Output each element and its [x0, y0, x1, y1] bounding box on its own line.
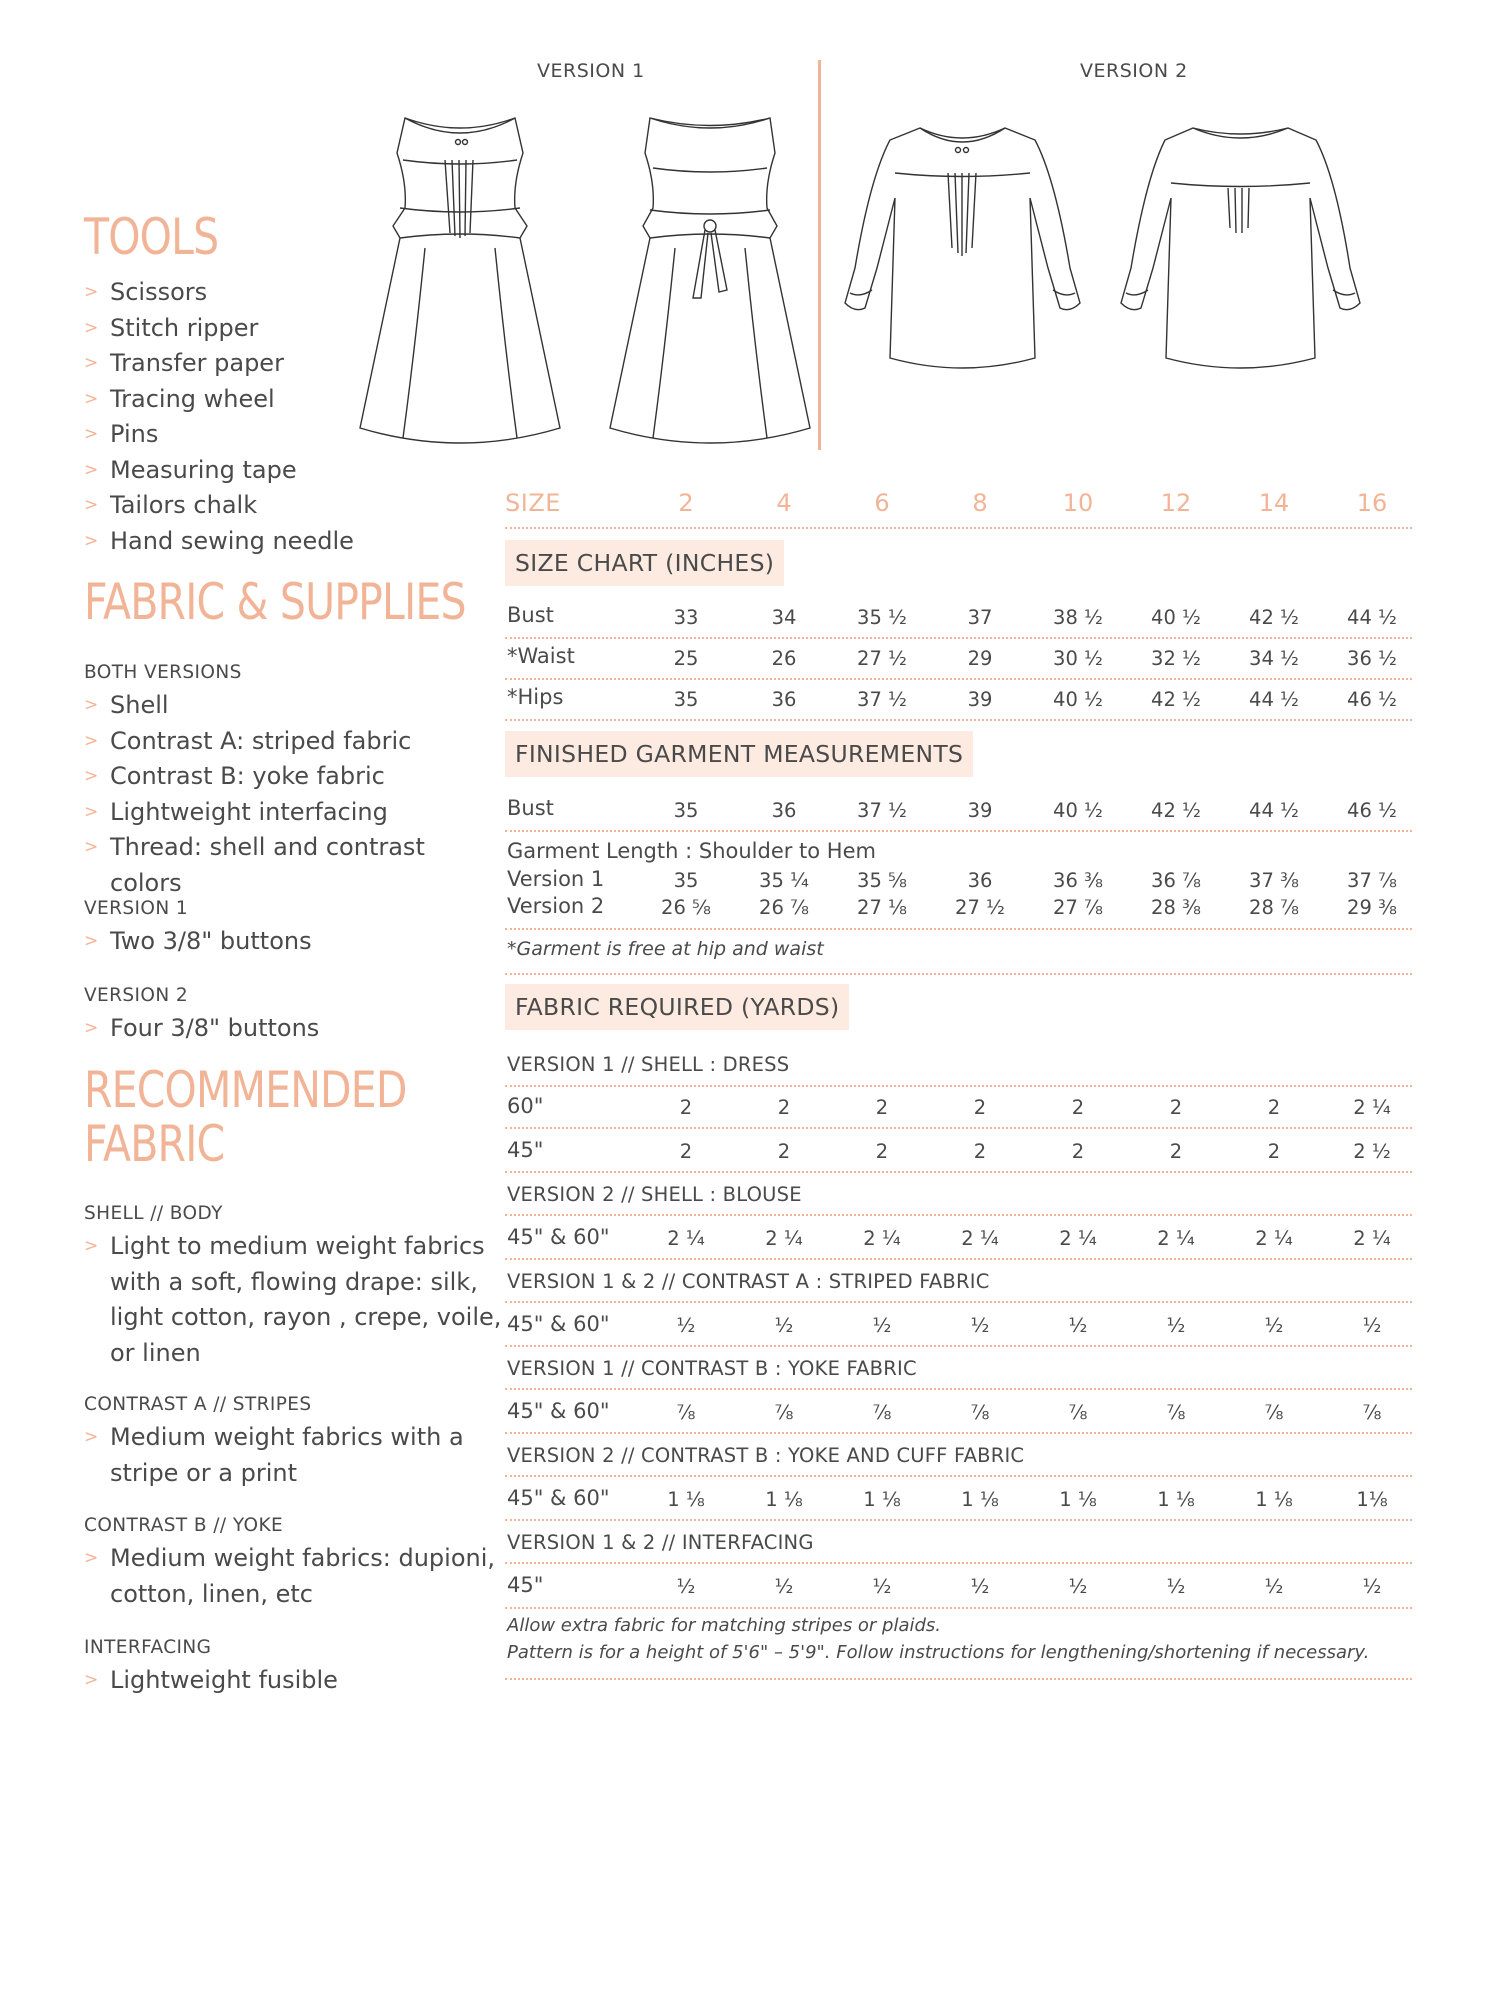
divider — [505, 928, 1412, 930]
row-label: 45" & 60" — [507, 1312, 610, 1336]
both-versions-list — [84, 688, 504, 901]
table-cell: ½ — [676, 1575, 696, 1598]
table-cell: 27 ½ — [857, 647, 907, 670]
list-item: > Hand sewing needle — [84, 524, 484, 560]
divider — [505, 1171, 1412, 1173]
fabric-group-label: VERSION 1 // CONTRAST B : YOKE FABRIC — [507, 1357, 917, 1380]
table-cell: 26 ⅞ — [759, 896, 809, 919]
table-cell: 1⅛ — [1356, 1488, 1388, 1511]
table-cell: ½ — [1362, 1575, 1382, 1598]
version-1-supplies-list — [84, 924, 484, 960]
table-cell: 2 — [875, 1096, 889, 1119]
list-item: light cotton, rayon , crepe, voile, — [110, 1303, 502, 1331]
table-cell: 1 ⅛ — [961, 1488, 999, 1511]
version-1-supplies-label: VERSION 1 — [84, 898, 189, 919]
table-cell: 1 ⅛ — [863, 1488, 901, 1511]
size-column-header: 12 — [1160, 489, 1192, 517]
fabric-group-label: VERSION 1 & 2 // CONTRAST A : STRIPED FABRIC — [507, 1270, 990, 1293]
divider — [505, 1214, 1412, 1216]
chevron-right-icon: > — [84, 282, 99, 302]
row-label: Bust — [507, 796, 554, 820]
finished-garment-heading: FINISHED GARMENT MEASUREMENTS — [505, 731, 973, 777]
shell-body-label: SHELL // BODY — [84, 1203, 223, 1224]
table-cell: 35 ¼ — [759, 869, 809, 892]
table-cell: 46 ½ — [1347, 688, 1397, 711]
list-item: with a soft, flowing drape: silk, — [110, 1267, 478, 1296]
table-cell: 33 — [673, 606, 699, 629]
divider — [505, 719, 1412, 721]
divider — [505, 1607, 1412, 1609]
chevron-right-icon: > — [84, 931, 99, 951]
table-cell: 36 ½ — [1347, 647, 1397, 670]
garment-note: *Garment is free at hip and waist — [507, 938, 824, 960]
table-cell: 2 ¼ — [1059, 1227, 1097, 1250]
table-cell: 26 ⅝ — [661, 896, 711, 919]
list-item: > Measuring tape — [84, 453, 484, 489]
row-label: Bust — [507, 603, 554, 627]
table-cell: 2 ¼ — [1157, 1227, 1195, 1250]
table-cell: 32 ½ — [1151, 647, 1201, 670]
fabric-group-label: VERSION 2 // CONTRAST B : YOKE AND CUFF FABRIC — [507, 1444, 1025, 1467]
table-cell: ½ — [1264, 1575, 1284, 1598]
table-cell: 2 ¼ — [863, 1227, 901, 1250]
table-cell: 1 ⅛ — [667, 1488, 705, 1511]
table-cell: 44 ½ — [1249, 799, 1299, 822]
table-cell: 2 — [973, 1096, 987, 1119]
table-cell: 2 ¼ — [1353, 1227, 1391, 1250]
table-cell: ½ — [676, 1314, 696, 1337]
divider — [505, 973, 1412, 975]
list-item: > Contrast B: yoke fabric — [84, 759, 504, 795]
row-label: Version 2 — [507, 894, 605, 918]
table-cell: ⅞ — [774, 1401, 794, 1424]
table-cell: 29 — [967, 647, 993, 670]
table-cell: ½ — [872, 1575, 892, 1598]
row-label: 45" & 60" — [507, 1225, 610, 1249]
chevron-right-icon: > — [84, 495, 99, 515]
chevron-right-icon: > — [84, 1018, 99, 1038]
table-cell: ½ — [970, 1575, 990, 1598]
table-cell: 27 ½ — [955, 896, 1005, 919]
table-cell: 1 ⅛ — [1157, 1488, 1195, 1511]
list-item: or linen — [110, 1338, 201, 1367]
size-column-header: 4 — [776, 489, 792, 517]
table-cell: ½ — [774, 1314, 794, 1337]
size-column-header: 8 — [972, 489, 988, 517]
table-cell: 2 ¼ — [1255, 1227, 1293, 1250]
table-cell: 35 ½ — [857, 606, 907, 629]
list-item: > Medium weight fabrics with a — [84, 1420, 504, 1456]
list-item: > Lightweight interfacing — [84, 795, 504, 831]
chevron-right-icon: > — [84, 801, 99, 822]
table-cell: ½ — [774, 1575, 794, 1598]
chevron-right-icon: > — [84, 1670, 99, 1690]
chevron-right-icon: > — [84, 424, 99, 444]
tools-list — [84, 275, 484, 559]
size-column-header: 16 — [1356, 489, 1388, 517]
interfacing-label: INTERFACING — [84, 1637, 212, 1658]
divider — [505, 1562, 1412, 1564]
list-item: > Tracing wheel — [84, 382, 484, 418]
table-cell: 2 — [1071, 1140, 1085, 1163]
version-divider — [818, 60, 821, 450]
list-item: > Contrast A: striped fabric — [84, 724, 504, 760]
table-cell: 26 — [771, 647, 797, 670]
divider — [505, 637, 1412, 639]
divider — [505, 1301, 1412, 1303]
divider — [505, 1388, 1412, 1390]
table-cell: 37 ½ — [857, 688, 907, 711]
table-cell: 2 — [1169, 1140, 1183, 1163]
table-cell: ⅞ — [1068, 1401, 1088, 1424]
list-item: > Pins — [84, 417, 484, 453]
row-label: 45" & 60" — [507, 1486, 610, 1510]
divider — [505, 527, 1412, 529]
row-label: *Hips — [507, 685, 564, 709]
chevron-right-icon: > — [84, 695, 99, 715]
table-cell: ½ — [1362, 1314, 1382, 1337]
size-header-label: SIZE — [505, 489, 561, 517]
row-label: 45" — [507, 1573, 544, 1597]
table-cell: 39 — [967, 799, 993, 822]
table-cell: 39 — [967, 688, 993, 711]
table-cell: 2 — [777, 1140, 791, 1163]
table-cell: ½ — [1068, 1575, 1088, 1598]
chevron-right-icon: > — [84, 1236, 99, 1256]
list-item: > Medium weight fabrics: dupioni, — [84, 1541, 504, 1577]
table-cell: 40 ½ — [1053, 799, 1103, 822]
table-cell: 1 ⅛ — [1255, 1488, 1293, 1511]
table-cell: ⅞ — [872, 1401, 892, 1424]
size-column-header: 6 — [874, 489, 890, 517]
row-label: 45" — [507, 1138, 544, 1162]
table-cell: 42 ½ — [1249, 606, 1299, 629]
version-2-supplies-label: VERSION 2 — [84, 985, 189, 1006]
contrast-a-label: CONTRAST A // STRIPES — [84, 1394, 312, 1415]
table-cell: 2 — [777, 1096, 791, 1119]
version-2-label: VERSION 2 — [1080, 60, 1188, 82]
both-versions-label: BOTH VERSIONS — [84, 662, 242, 683]
version-1-label: VERSION 1 — [537, 60, 645, 82]
table-cell: 27 ⅛ — [857, 896, 907, 919]
table-cell: 37 ⅜ — [1249, 869, 1299, 892]
table-cell: 2 — [1169, 1096, 1183, 1119]
chevron-right-icon: > — [84, 388, 99, 409]
table-cell: 40 ½ — [1151, 606, 1201, 629]
table-cell: 2 — [679, 1140, 693, 1163]
table-cell: 2 ¼ — [1353, 1096, 1391, 1119]
table-cell: 35 — [673, 688, 699, 711]
chevron-right-icon: > — [84, 1427, 99, 1447]
divider — [505, 678, 1412, 680]
table-cell: 27 ⅞ — [1053, 896, 1103, 919]
table-cell: 2 — [1267, 1140, 1281, 1163]
table-cell: 2 — [679, 1096, 693, 1119]
table-cell: 40 ½ — [1053, 688, 1103, 711]
table-cell: 42 ½ — [1151, 799, 1201, 822]
list-item: > Thread: shell and contrast colors — [84, 830, 504, 901]
fabric-supplies-heading: FABRIC & SUPPLIES — [84, 573, 466, 631]
divider — [505, 1085, 1412, 1087]
divider — [505, 1678, 1412, 1680]
table-cell: ½ — [1166, 1314, 1186, 1337]
version-2-blouse-front-sketch — [830, 118, 1095, 378]
divider — [505, 1432, 1412, 1434]
table-cell: 42 ½ — [1151, 688, 1201, 711]
table-cell: 35 — [673, 869, 699, 892]
row-label: 45" & 60" — [507, 1399, 610, 1423]
table-cell: 34 ½ — [1249, 647, 1299, 670]
list-item: > Light to medium weight fabrics — [84, 1229, 504, 1265]
table-cell: 44 ½ — [1347, 606, 1397, 629]
table-cell: ½ — [1068, 1314, 1088, 1337]
table-cell: 34 — [771, 606, 797, 629]
version-1-dress-back-sketch — [605, 108, 815, 458]
table-cell: 25 — [673, 647, 699, 670]
fabric-note-1: Allow extra fabric for matching stripes or plaids. — [507, 1615, 942, 1636]
table-cell: ⅞ — [676, 1401, 696, 1424]
list-item: > Two 3/8" buttons — [84, 924, 484, 960]
table-cell: ½ — [872, 1314, 892, 1337]
table-cell: ⅞ — [970, 1401, 990, 1424]
table-cell: 2 — [1267, 1096, 1281, 1119]
table-cell: 30 ½ — [1053, 647, 1103, 670]
table-cell: 28 ⅜ — [1151, 896, 1201, 919]
table-cell: 2 — [1071, 1096, 1085, 1119]
table-cell: 36 — [967, 869, 993, 892]
table-cell: ½ — [1264, 1314, 1284, 1337]
garment-length-label: Garment Length : Shoulder to Hem — [507, 839, 876, 863]
contrast-a-list — [84, 1420, 504, 1491]
divider — [505, 1127, 1412, 1129]
fabric-note-2: Pattern is for a height of 5'6" – 5'9". Follow instructions for lengthening/shortening if necessary. — [507, 1642, 1370, 1663]
list-item: > Stitch ripper — [84, 311, 484, 347]
table-cell: 36 ⅞ — [1151, 869, 1201, 892]
table-cell: 1 ⅛ — [1059, 1488, 1097, 1511]
chevron-right-icon: > — [84, 530, 99, 551]
table-cell: 2 ¼ — [961, 1227, 999, 1250]
chevron-right-icon: > — [84, 353, 99, 373]
list-item: > Scissors — [84, 275, 484, 311]
chevron-right-icon: > — [84, 837, 99, 857]
list-item: > Transfer paper — [84, 346, 484, 382]
row-label: 60" — [507, 1094, 544, 1118]
table-cell: 37 — [967, 606, 993, 629]
size-column-header: 14 — [1258, 489, 1290, 517]
table-cell: ⅞ — [1362, 1401, 1382, 1424]
table-cell: ½ — [970, 1314, 990, 1337]
divider — [505, 1345, 1412, 1347]
shell-body-list — [84, 1229, 504, 1371]
version-2-blouse-back-sketch — [1108, 118, 1373, 378]
chevron-right-icon: > — [84, 1548, 99, 1568]
recommended-heading-line2: FABRIC — [84, 1115, 225, 1173]
table-cell: ⅞ — [1166, 1401, 1186, 1424]
interfacing-list — [84, 1663, 504, 1699]
list-item: > Lightweight fusible — [84, 1663, 504, 1699]
table-cell: 44 ½ — [1249, 688, 1299, 711]
size-column-header: 2 — [678, 489, 694, 517]
table-cell: 36 ⅜ — [1053, 869, 1103, 892]
table-cell: 35 ⅝ — [857, 869, 907, 892]
list-item: > Tailors chalk — [84, 488, 484, 524]
table-cell: 35 — [673, 799, 699, 822]
table-cell: ½ — [1166, 1575, 1186, 1598]
fabric-group-label: VERSION 1 // SHELL : DRESS — [507, 1053, 790, 1076]
list-item: cotton, linen, etc — [110, 1579, 314, 1608]
chevron-right-icon: > — [84, 730, 99, 751]
table-cell: 28 ⅞ — [1249, 896, 1299, 919]
contrast-b-label: CONTRAST B // YOKE — [84, 1515, 284, 1536]
table-cell: 37 ⅞ — [1347, 869, 1397, 892]
recommended-heading-line1: RECOMMENDED — [84, 1061, 407, 1119]
table-cell: 46 ½ — [1347, 799, 1397, 822]
table-cell: 2 ¼ — [765, 1227, 803, 1250]
list-item: stripe or a print — [110, 1458, 297, 1487]
table-cell: 38 ½ — [1053, 606, 1103, 629]
table-cell: 2 — [973, 1140, 987, 1163]
tools-heading: TOOLS — [84, 208, 219, 266]
table-cell: 2 ½ — [1353, 1140, 1391, 1163]
table-cell: ⅞ — [1264, 1401, 1284, 1424]
list-item: > Four 3/8" buttons — [84, 1011, 484, 1047]
contrast-b-list — [84, 1541, 504, 1612]
table-cell: 36 — [771, 799, 797, 822]
fabric-group-label: VERSION 1 & 2 // INTERFACING — [507, 1531, 814, 1554]
divider — [505, 1475, 1412, 1477]
chevron-right-icon: > — [84, 459, 99, 480]
table-cell: 1 ⅛ — [765, 1488, 803, 1511]
divider — [505, 1258, 1412, 1260]
divider — [505, 830, 1412, 832]
size-column-header: 10 — [1062, 489, 1094, 517]
table-cell: 29 ⅜ — [1347, 896, 1397, 919]
row-label: *Waist — [507, 644, 575, 668]
table-cell: 2 ¼ — [667, 1227, 705, 1250]
table-cell: 2 — [875, 1140, 889, 1163]
row-label: Version 1 — [507, 867, 605, 891]
chevron-right-icon: > — [84, 766, 99, 786]
table-cell: 37 ½ — [857, 799, 907, 822]
chevron-right-icon: > — [84, 317, 99, 338]
table-cell: 36 — [771, 688, 797, 711]
list-item: > Shell — [84, 688, 504, 724]
size-chart-heading: SIZE CHART (INCHES) — [505, 540, 784, 586]
divider — [505, 1519, 1412, 1521]
fabric-required-heading: FABRIC REQUIRED (YARDS) — [505, 984, 849, 1030]
fabric-group-label: VERSION 2 // SHELL : BLOUSE — [507, 1183, 802, 1206]
version-2-supplies-list — [84, 1011, 484, 1047]
